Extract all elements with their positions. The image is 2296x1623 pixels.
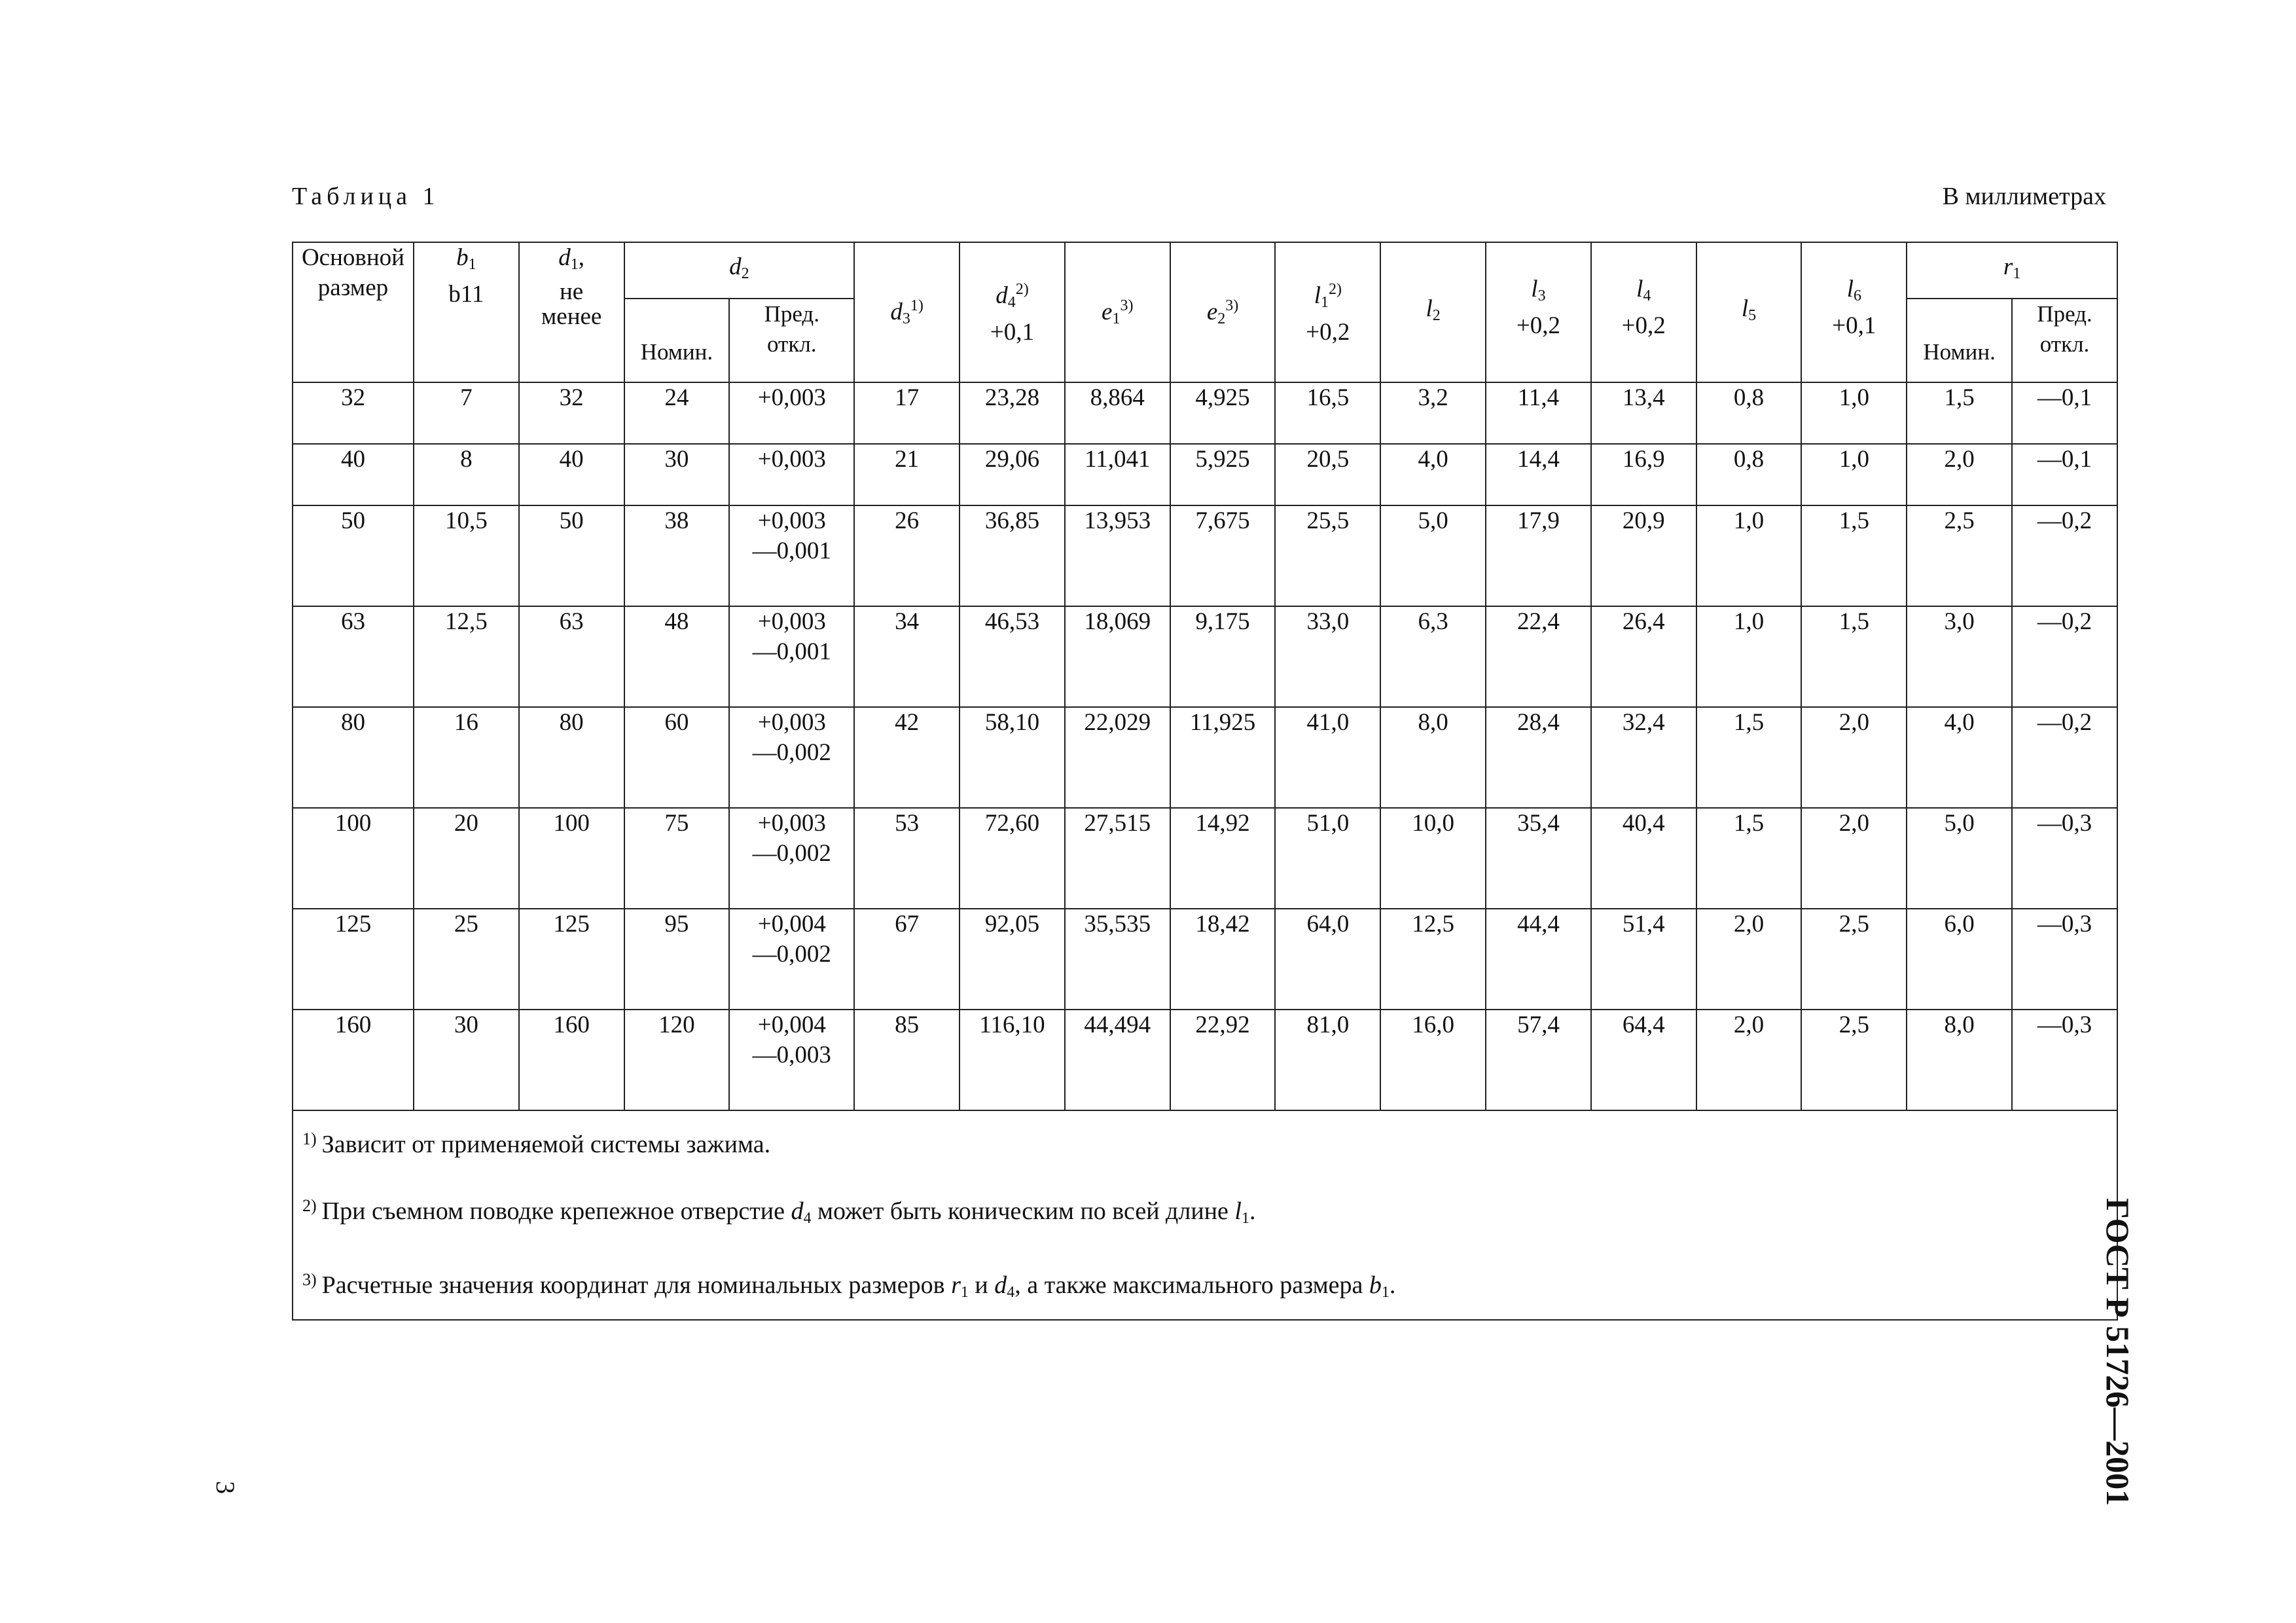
- cell-r1-nom: 2,0: [1907, 444, 2012, 505]
- header-row-1: [293, 242, 2117, 299]
- cell-b1: 30: [414, 1010, 519, 1110]
- cell-l6: 1,5: [1801, 505, 1907, 606]
- col-r1-deviation: Пред. откл.: [2012, 299, 2117, 382]
- cell-l3: 57,4: [1486, 1010, 1591, 1110]
- cell-d4: 46,53: [960, 606, 1065, 707]
- col-l2: $l_2$: [1380, 242, 1486, 382]
- cell-d3: 85: [854, 1010, 960, 1110]
- cell-l5: 1,5: [1696, 808, 1802, 909]
- col-basic-size: Основной размер: [293, 242, 414, 382]
- cell-d4: 92,05: [960, 909, 1065, 1010]
- col-d2-deviation: Пред. откл.: [729, 299, 854, 382]
- cell-d2-dev: [729, 606, 854, 707]
- cell-size: 80: [293, 707, 414, 808]
- cell-size: 100: [293, 808, 414, 909]
- cell-l3: 22,4: [1486, 606, 1591, 707]
- col-l3: $l_3$ +0,2: [1486, 242, 1591, 382]
- table-row: [293, 707, 2117, 808]
- deviation-upper: +0,003: [757, 709, 826, 736]
- cell-r1-nom: 3,0: [1907, 606, 2012, 707]
- col-l6: $l_6$ +0,1: [1801, 242, 1907, 382]
- table-row: [293, 606, 2117, 707]
- cell-r1-nom: 1,5: [1907, 382, 2012, 444]
- cell-d3: 21: [854, 444, 960, 505]
- cell-e2: 9,175: [1170, 606, 1276, 707]
- cell-e2: 18,42: [1170, 909, 1276, 1010]
- cell-e1: 35,535: [1065, 909, 1170, 1010]
- cell-r1-dev: —0,2: [2012, 606, 2117, 707]
- cell-r1-nom: 5,0: [1907, 808, 2012, 909]
- cell-b1: 10,5: [414, 505, 519, 606]
- cell-d1: 40: [519, 444, 624, 505]
- col-b1: $b_1$ b11: [414, 242, 519, 382]
- cell-d1: 80: [519, 707, 624, 808]
- footnote-3: $^{3)}$ Расчетные значения координат для номинальных размеров $r_1$ и $d_4$, а также максимального размера $b_1$.: [302, 1270, 1396, 1301]
- cell-d1: 32: [519, 382, 624, 444]
- cell-d3: 53: [854, 808, 960, 909]
- cell-l5: 1,0: [1696, 606, 1802, 707]
- cell-d2-dev: [729, 707, 854, 808]
- cell-r1-dev: —0,3: [2012, 1010, 2117, 1110]
- table-row: [293, 444, 2117, 505]
- cell-l1: 64,0: [1275, 909, 1380, 1010]
- cell-l2: 5,0: [1380, 505, 1486, 606]
- cell-l2: 4,0: [1380, 444, 1486, 505]
- cell-d3: 42: [854, 707, 960, 808]
- cell-b1: 25: [414, 909, 519, 1010]
- cell-d4: 116,10: [960, 1010, 1065, 1110]
- deviation-upper: +0,003: [757, 810, 826, 837]
- cell-d2-dev: [729, 808, 854, 909]
- cell-b1: 7: [414, 382, 519, 444]
- cell-b1: 12,5: [414, 606, 519, 707]
- cell-l3: 35,4: [1486, 808, 1591, 909]
- col-r1-nominal: Номин.: [1907, 299, 2012, 382]
- cell-l1: 51,0: [1275, 808, 1380, 909]
- deviation-upper: +0,003: [757, 384, 826, 411]
- cell-l3: 44,4: [1486, 909, 1591, 1010]
- cell-l2: 16,0: [1380, 1010, 1486, 1110]
- cell-l1: 81,0: [1275, 1010, 1380, 1110]
- table-body: [293, 382, 2117, 1110]
- cell-r1-dev: —0,3: [2012, 808, 2117, 909]
- cell-l4: 64,4: [1591, 1010, 1696, 1110]
- cell-e2: 22,92: [1170, 1010, 1276, 1110]
- cell-d2-nom: 75: [624, 808, 730, 909]
- cell-d2-nom: 30: [624, 444, 730, 505]
- cell-l1: 25,5: [1275, 505, 1380, 606]
- cell-d1: 125: [519, 909, 624, 1010]
- cell-d2-nom: 48: [624, 606, 730, 707]
- deviation-upper: +0,003: [757, 608, 826, 635]
- deviation-lower: —0,002: [752, 739, 831, 766]
- standard-designation: ГОСТ Р 51726—2001: [2100, 1198, 2136, 1506]
- table-row: [293, 382, 2117, 444]
- cell-e1: 13,953: [1065, 505, 1170, 606]
- cell-l6: 1,5: [1801, 606, 1907, 707]
- cell-d4: 29,06: [960, 444, 1065, 505]
- cell-l6: 2,0: [1801, 808, 1907, 909]
- cell-d2-dev: [729, 505, 854, 606]
- cell-l4: 16,9: [1591, 444, 1696, 505]
- deviation-upper: +0,003: [757, 507, 826, 534]
- cell-d3: 67: [854, 909, 960, 1010]
- deviation-upper: +0,004: [757, 1012, 826, 1038]
- cell-r1-dev: —0,1: [2012, 382, 2117, 444]
- deviation-upper: +0,003: [757, 446, 826, 473]
- cell-l2: 12,5: [1380, 909, 1486, 1010]
- cell-l1: 16,5: [1275, 382, 1380, 444]
- cell-d2-dev: [729, 909, 854, 1010]
- cell-d1: 160: [519, 1010, 624, 1110]
- cell-size: 32: [293, 382, 414, 444]
- cell-l1: 20,5: [1275, 444, 1380, 505]
- cell-l3: 17,9: [1486, 505, 1591, 606]
- cell-d1: 63: [519, 606, 624, 707]
- cell-l6: 2,5: [1801, 1010, 1907, 1110]
- cell-l6: 1,0: [1801, 444, 1907, 505]
- col-d2-nominal: Номин.: [624, 299, 730, 382]
- deviation-lower: —0,001: [752, 538, 831, 564]
- cell-d2-nom: 95: [624, 909, 730, 1010]
- cell-l3: 11,4: [1486, 382, 1591, 444]
- table-title: Таблица 1: [292, 183, 440, 210]
- cell-d2-dev: [729, 382, 854, 444]
- cell-b1: 16: [414, 707, 519, 808]
- cell-b1: 20: [414, 808, 519, 909]
- cell-l5: 1,5: [1696, 707, 1802, 808]
- cell-r1-dev: —0,3: [2012, 909, 2117, 1010]
- cell-l4: 32,4: [1591, 707, 1696, 808]
- col-r1: $r_1$: [1907, 242, 2117, 299]
- cell-l5: 0,8: [1696, 444, 1802, 505]
- cell-size: 125: [293, 909, 414, 1010]
- cell-l3: 28,4: [1486, 707, 1591, 808]
- cell-d2-nom: 38: [624, 505, 730, 606]
- table-row: [293, 505, 2117, 606]
- cell-e1: 44,494: [1065, 1010, 1170, 1110]
- col-e1: $e_1^{3)}$: [1065, 242, 1170, 382]
- table-row: [293, 1010, 2117, 1110]
- cell-l4: 51,4: [1591, 909, 1696, 1010]
- cell-d3: 26: [854, 505, 960, 606]
- col-l1: $l_1^{2)}$ +0,2: [1275, 242, 1380, 382]
- cell-r1-dev: —0,1: [2012, 444, 2117, 505]
- units-label: В миллиметрах: [1942, 183, 2106, 210]
- cell-l4: 40,4: [1591, 808, 1696, 909]
- table-row: [293, 909, 2117, 1010]
- cell-l1: 33,0: [1275, 606, 1380, 707]
- col-l5: $l_5$: [1696, 242, 1802, 382]
- cell-l2: 3,2: [1380, 382, 1486, 444]
- cell-r1-nom: 4,0: [1907, 707, 2012, 808]
- cell-l5: 0,8: [1696, 382, 1802, 444]
- cell-l3: 14,4: [1486, 444, 1591, 505]
- col-l4: $l_4$ +0,2: [1591, 242, 1696, 382]
- cell-size: 63: [293, 606, 414, 707]
- cell-e2: 14,92: [1170, 808, 1276, 909]
- deviation-lower: —0,001: [752, 638, 831, 665]
- cell-l6: 2,0: [1801, 707, 1907, 808]
- notes-cell: [293, 1110, 2117, 1320]
- footnote-2: $^{2)}$ При съемном поводке крепежное отверстие $d_4$ может быть коническим по всей длине $l_1$.: [302, 1196, 1256, 1227]
- cell-l5: 2,0: [1696, 1010, 1802, 1110]
- cell-d2-dev: [729, 1010, 854, 1110]
- cell-l2: 6,3: [1380, 606, 1486, 707]
- cell-d1: 100: [519, 808, 624, 909]
- cell-e2: 5,925: [1170, 444, 1276, 505]
- col-e2: $e_2^{3)}$: [1170, 242, 1276, 382]
- cell-l4: 26,4: [1591, 606, 1696, 707]
- cell-size: 50: [293, 505, 414, 606]
- col-d3: $d_3^{1)}$: [854, 242, 960, 382]
- cell-r1-nom: 2,5: [1907, 505, 2012, 606]
- cell-size: 40: [293, 444, 414, 505]
- cell-d4: 23,28: [960, 382, 1065, 444]
- cell-l6: 1,0: [1801, 382, 1907, 444]
- cell-d1: 50: [519, 505, 624, 606]
- cell-d4: 36,85: [960, 505, 1065, 606]
- cell-d2-nom: 24: [624, 382, 730, 444]
- cell-e1: 18,069: [1065, 606, 1170, 707]
- col-d1: $d_1$, не менее: [519, 242, 624, 382]
- cell-e2: 7,675: [1170, 505, 1276, 606]
- cell-e1: 27,515: [1065, 808, 1170, 909]
- cell-e2: 11,925: [1170, 707, 1276, 808]
- cell-l4: 13,4: [1591, 382, 1696, 444]
- footnote-1: $^{1)}$ Зависит от применяемой системы зажима.: [302, 1129, 771, 1158]
- cell-size: 160: [293, 1010, 414, 1110]
- cell-l5: 1,0: [1696, 505, 1802, 606]
- cell-e1: 8,864: [1065, 382, 1170, 444]
- cell-l4: 20,9: [1591, 505, 1696, 606]
- cell-d3: 17: [854, 382, 960, 444]
- page-number: 3: [211, 1481, 240, 1494]
- deviation-lower: —0,002: [752, 840, 831, 867]
- notes-row: [293, 1110, 2117, 1320]
- dimensions-table: [292, 242, 2118, 1321]
- cell-r1-dev: —0,2: [2012, 505, 2117, 606]
- cell-d4: 72,60: [960, 808, 1065, 909]
- cell-b1: 8: [414, 444, 519, 505]
- cell-e1: 11,041: [1065, 444, 1170, 505]
- col-d4: $d_4^{2)}$ +0,1: [960, 242, 1065, 382]
- deviation-upper: +0,004: [757, 911, 826, 938]
- cell-r1-dev: —0,2: [2012, 707, 2117, 808]
- deviation-lower: —0,003: [752, 1042, 831, 1068]
- table-row: [293, 808, 2117, 909]
- cell-e2: 4,925: [1170, 382, 1276, 444]
- col-d2: $d_2$: [624, 242, 855, 299]
- cell-r1-nom: 6,0: [1907, 909, 2012, 1010]
- cell-d2-nom: 120: [624, 1010, 730, 1110]
- cell-l2: 10,0: [1380, 808, 1486, 909]
- cell-l2: 8,0: [1380, 707, 1486, 808]
- deviation-lower: —0,002: [752, 941, 831, 968]
- cell-l1: 41,0: [1275, 707, 1380, 808]
- cell-l5: 2,0: [1696, 909, 1802, 1010]
- cell-l6: 2,5: [1801, 909, 1907, 1010]
- cell-d2-nom: 60: [624, 707, 730, 808]
- cell-e1: 22,029: [1065, 707, 1170, 808]
- cell-r1-nom: 8,0: [1907, 1010, 2012, 1110]
- cell-d3: 34: [854, 606, 960, 707]
- cell-d2-dev: [729, 444, 854, 505]
- cell-d4: 58,10: [960, 707, 1065, 808]
